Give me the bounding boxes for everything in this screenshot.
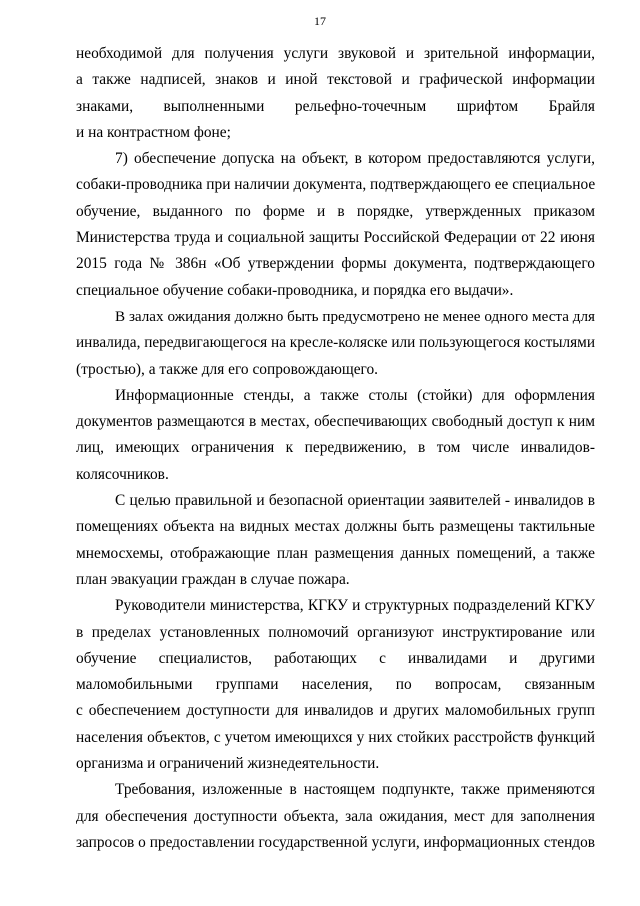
text-line: Министерства труда и социальной защиты Российской Федерации от 22 июня [76, 229, 595, 247]
text-line: с обеспечением доступности для инвалидов и других маломобильных групп [76, 702, 595, 720]
paragraph-guide-dog [76, 146, 595, 304]
text-line: план эвакуации граждан в случае пожара. [76, 570, 350, 588]
text-line: помещениях объекта на видных местах должны быть размещены тактильные [76, 518, 595, 536]
text-line: обучение, выданного по форме и в порядке, утвержденных приказом [76, 202, 595, 220]
text-line: колясочников. [76, 465, 169, 483]
text-line: 7) обеспечение допуска на объект, в котором предоставляются услуги, [115, 150, 595, 168]
paragraph-staff-training [76, 593, 595, 777]
document-body [76, 41, 595, 856]
text-line: для обеспечения доступности объекта, зала ожидания, мест для заполнения [76, 807, 595, 825]
text-line: Информационные стенды, а также столы (стойки) для оформления [115, 386, 595, 404]
text-line: Требования, изложенные в настоящем подпункте, также применяются [115, 781, 595, 799]
text-line: маломобильными группами населения, по вопросам, связанным [76, 676, 595, 694]
text-line: населения объектов, с учетом имеющихся у них стойких расстройств функций [76, 728, 595, 746]
text-line: специальное обучение собаки-проводника, и порядка его выдачи». [76, 281, 514, 299]
paragraph-braille-info [76, 41, 595, 146]
text-line: знаками, выполненными рельефно-точечным шрифтом Брайля [76, 97, 595, 115]
text-line: С целью правильной и безопасной ориентации заявителей - инвалидов в [115, 492, 595, 510]
text-line: собаки-проводника при наличии документа, подтверждающего ее специальное [76, 176, 596, 194]
text-line: Руководители министерства, КГКУ и структурных подразделений КГКУ [115, 597, 595, 615]
paragraph-tactile-schemes [76, 488, 595, 593]
paragraph-requirements [76, 777, 595, 856]
text-line: документов размещаются в местах, обеспечивающих свободный доступ к ним [76, 413, 595, 431]
text-line: необходимой для получения услуги звуковой и зрительной информации, [76, 45, 595, 62]
text-line: и на контрастном фоне; [76, 123, 231, 141]
text-line: мнемосхемы, отображающие план размещения данных помещений, а также [76, 544, 595, 562]
text-line: лиц, имеющих ограничения к передвижению, в том числе инвалидов- [76, 439, 595, 457]
paragraph-waiting-halls [76, 304, 595, 383]
text-line: (тростью), а также для его сопровождающего. [76, 360, 379, 378]
paragraph-info-stands [76, 383, 595, 488]
page-number: 17 [314, 14, 326, 28]
text-line: В залах ожидания должно быть предусмотрено не менее одного места для [115, 308, 595, 325]
text-line: 2015 года № 386н «Об утверждении формы документа, подтверждающего [76, 255, 595, 273]
text-line: организма и ограничений жизнедеятельности. [76, 755, 380, 773]
text-line: обучение специалистов, работающих с инвалидами и другими [76, 649, 595, 667]
text-line: запросов о предоставлении государственной услуги, информационных стендов [76, 833, 595, 851]
text-line: в пределах установленных полномочий организуют инструктирование или [76, 623, 595, 641]
text-line: инвалида, передвигающегося на кресле-коляске или пользующегося костылями [76, 334, 595, 352]
text-line: а также надписей, знаков и иной текстовой и графической информации [76, 71, 595, 89]
